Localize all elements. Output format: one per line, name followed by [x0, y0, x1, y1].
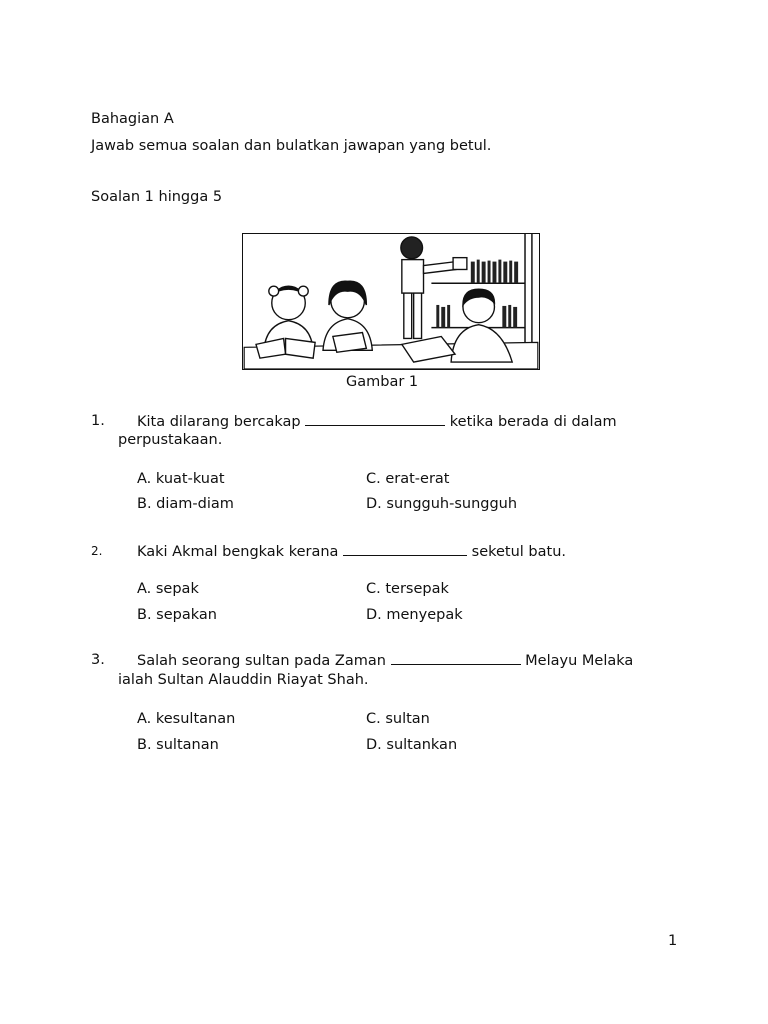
question-3-continuation: ialah Sultan Alauddin Riayat Shah. — [118, 672, 369, 688]
library-illustration — [242, 233, 540, 370]
question-1-option-b[interactable]: B. diam-diam — [137, 496, 234, 512]
question-range-label: Soalan 1 hingga 5 — [91, 189, 223, 205]
question-2-option-c[interactable]: C. tersepak — [366, 581, 449, 597]
question-3-number: 3. — [91, 652, 105, 668]
answer-blank — [305, 411, 445, 426]
question-2-number: 2. — [91, 544, 103, 558]
question-3-text-after: Melayu Melaka — [525, 653, 634, 669]
question-3-text-before: Salah seorang sultan pada Zaman — [137, 653, 386, 669]
question-3-option-b[interactable]: B. sultanan — [137, 737, 219, 753]
answer-blank — [343, 541, 467, 556]
page-number: 1 — [668, 933, 678, 949]
instruction-text: Jawab semua soalan dan bulatkan jawapan yang betul. — [91, 138, 492, 154]
question-1-text — [137, 411, 617, 432]
question-2-option-b[interactable]: B. sepakan — [137, 607, 217, 623]
question-1-text-before: Kita dilarang bercakap — [137, 414, 301, 430]
question-3-option-a[interactable]: A. kesultanan — [137, 711, 236, 727]
question-2-option-d[interactable]: D. menyepak — [366, 607, 463, 623]
figure-caption: Gambar 1 — [346, 374, 419, 390]
question-1-continuation: perpustakaan. — [118, 432, 223, 448]
question-1-option-a[interactable]: A. kuat-kuat — [137, 471, 225, 487]
question-1-option-c[interactable]: C. erat-erat — [366, 471, 450, 487]
question-2-text-after: seketul batu. — [471, 544, 567, 560]
question-2-text-before: Kaki Akmal bengkak kerana — [137, 544, 339, 560]
question-1-number: 1. — [91, 413, 105, 429]
children-reading-icon — [243, 234, 539, 369]
section-title: Bahagian A — [91, 111, 174, 127]
question-3-option-c[interactable]: C. sultan — [366, 711, 430, 727]
question-2-text — [137, 541, 566, 562]
answer-blank — [391, 650, 521, 665]
question-3-text — [137, 650, 633, 671]
question-1-text-after: ketika berada di dalam — [449, 414, 617, 430]
question-3-option-d[interactable]: D. sultankan — [366, 737, 458, 753]
question-1-option-d[interactable]: D. sungguh-sungguh — [366, 496, 518, 512]
question-2-option-a[interactable]: A. sepak — [137, 581, 199, 597]
